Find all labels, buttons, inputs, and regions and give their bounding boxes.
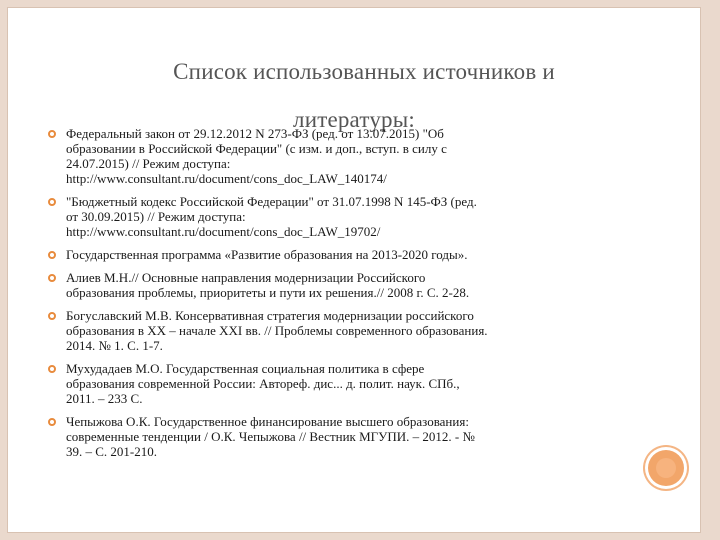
reference-text: "Бюджетный кодекс Российской Федерации" от 31.07.1998 N 145-ФЗ (ред. от 30.09.2015) // Режим доступа: http://www.consultant.ru/document/cons_doc_LAW_19702/ [66, 194, 477, 239]
reference-text: Богуславский М.В. Консервативная стратегия модернизации российского образования в XX – начале XXI вв. // Проблемы современного образования. 2014. № 1. С. 1-7. [66, 308, 488, 353]
list-item [46, 126, 636, 186]
list-item [46, 247, 636, 262]
list-item [46, 414, 636, 459]
ring-bullet-icon [48, 418, 56, 426]
reference-text: Федеральный закон от 29.12.2012 N 273-ФЗ (ред. от 13.07.2015) "Об образовании в Российской Федерации" (с изм. и доп., вступ. в силу с 24.07.2015) // Режим доступа: http://www.consultant.ru/document/cons_doc_LAW_140174/ [66, 126, 447, 186]
ring-bullet-icon [48, 251, 56, 259]
list-item [46, 361, 636, 406]
title-line-2: литературы: [293, 107, 415, 132]
ring-bullet-icon [48, 274, 56, 282]
slide [7, 7, 701, 533]
ring-bullet-icon [48, 198, 56, 206]
orange-circle-decoration [648, 450, 684, 486]
reference-text: Мухудадаев М.О. Государственная социальная политика в сфере образования современной России: Автореф. дис... д. полит. наук. СПб., 2011. – 233 С. [66, 361, 460, 406]
orb-highlight [656, 458, 676, 478]
reference-text: Алиев М.Н.// Основные направления модернизации Российского образования проблемы, приоритеты и пути их решения.// 2008 г. С. 2-28. [66, 270, 470, 300]
list-item [46, 270, 636, 300]
reference-text: Государственная программа «Развитие образования на 2013-2020 годы». [66, 247, 468, 262]
list-item [46, 308, 636, 353]
ring-bullet-icon [48, 312, 56, 320]
list-item [46, 194, 636, 239]
ring-bullet-icon [48, 365, 56, 373]
reference-list [46, 126, 636, 467]
ring-bullet-icon [48, 130, 56, 138]
title-line-1: Список использованных источников и [173, 59, 555, 84]
reference-text: Чепыжова О.К. Государственное финансирование высшего образования: современные тенденции / О.К. Чепыжова // Вестник МГУПИ. – 2012. - № 39. – С. 201-210. [66, 414, 475, 459]
